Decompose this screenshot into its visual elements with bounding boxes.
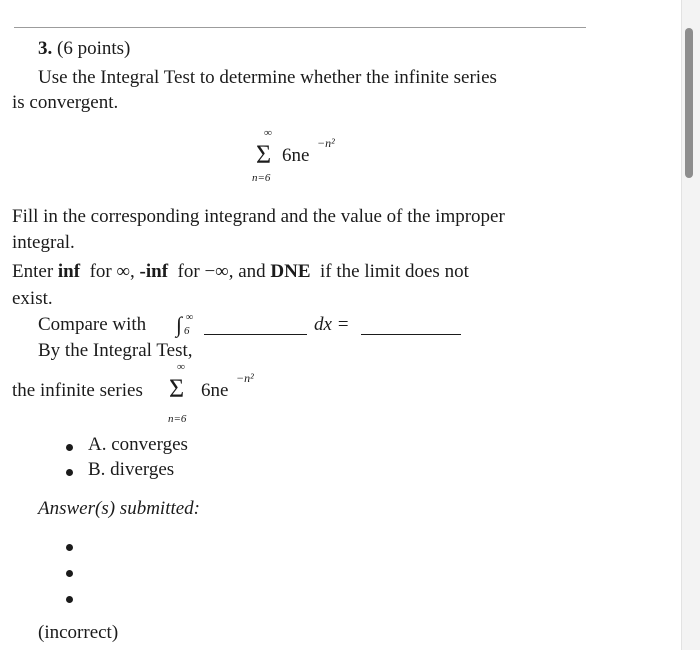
sum-lower-limit: n=6 (252, 172, 271, 184)
choice-converges[interactable]: A. converges (88, 434, 188, 455)
conclusion-series-exponent: −n² (236, 371, 254, 385)
choice-bullet (66, 469, 73, 476)
answer-bullet-1 (66, 544, 73, 551)
answer-status: (incorrect) (38, 622, 119, 643)
instructions-line2: integral. (12, 232, 75, 253)
series-display (250, 128, 370, 198)
scrollbar-thumb[interactable] (685, 28, 693, 178)
dne-keyword: DNE (270, 261, 311, 282)
conclusion-sum-upper-limit: ∞ (177, 361, 185, 373)
compare-prefix: Compare with (38, 314, 147, 335)
dx-equals-label: dx = (314, 314, 350, 335)
conclusion-series-term: 6ne (201, 380, 229, 401)
instructions-line1: Fill in the corresponding integrand and the value of the improper (12, 206, 505, 227)
integral-lower-limit: 6 (184, 325, 190, 337)
problem-number: 3. (38, 38, 53, 59)
answers-heading: Answer(s) submitted: (38, 498, 201, 519)
vertical-scrollbar[interactable] (681, 0, 700, 650)
integral-sign: ∫ (176, 312, 183, 337)
for-neg-inf-text: for −∞, and (168, 261, 271, 282)
conclusion-sigma-symbol: Σ (169, 374, 185, 403)
problem-points: (6 points) (57, 38, 131, 59)
instructions-line3 (12, 261, 469, 283)
conclusion-series-display (165, 362, 275, 432)
problem-header (38, 38, 130, 60)
integral-test-statement: By the Integral Test, (38, 340, 193, 361)
series-exponent: −n² (317, 136, 335, 150)
integrand-input[interactable] (204, 334, 307, 335)
answer-bullet-3 (66, 596, 73, 603)
choice-bullet (66, 444, 73, 451)
sigma-symbol: Σ (256, 140, 272, 169)
integral-upper-limit: ∞ (186, 312, 194, 323)
integral-value-input[interactable] (361, 334, 461, 335)
choice-diverges[interactable]: B. diverges (88, 459, 175, 480)
series-term: 6ne (282, 145, 310, 166)
top-divider (14, 27, 586, 28)
answer-bullet-2 (66, 570, 73, 577)
dne-rest-text: if the limit does not (310, 261, 469, 282)
enter-word: Enter (12, 261, 58, 282)
neg-inf-keyword: -inf (139, 261, 169, 282)
problem-prompt-line2: is convergent. (12, 92, 119, 113)
problem-prompt-line1: Use the Integral Test to determine whether the infinite series (38, 67, 497, 88)
conclusion-sum-lower-limit: n=6 (168, 413, 187, 425)
instructions-line4: exist. (12, 288, 53, 309)
inf-keyword: inf (57, 261, 81, 282)
conclusion-series-prefix: the infinite series (12, 380, 143, 401)
for-inf-text: for ∞, (80, 261, 140, 282)
sum-upper-limit: ∞ (264, 127, 272, 139)
